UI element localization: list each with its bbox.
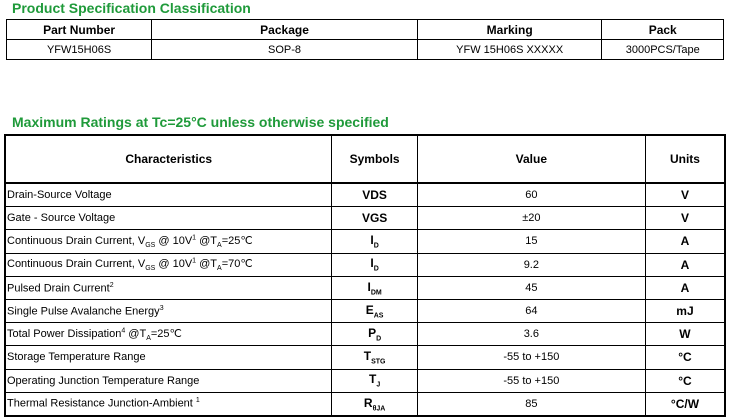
ratings-table <box>4 134 726 417</box>
unit-cell: mJ <box>645 299 725 322</box>
value-cell: 15 <box>417 230 645 253</box>
unit-cell: W <box>645 323 725 346</box>
characteristic-cell: Thermal Resistance Junction-Ambient $^1$ <box>5 392 332 416</box>
unit-cell: A <box>645 276 725 299</box>
ratings-section-title: Maximum Ratings at Tc=25°C unless otherwise specified <box>12 114 389 130</box>
symbol-cell: $R_{\theta JA}$ <box>332 392 417 416</box>
table-row <box>5 276 725 299</box>
table-row <box>5 369 725 392</box>
symbol-cell: $I_D$ <box>332 253 417 276</box>
spec-section-title: Product Specification Classification <box>12 0 251 16</box>
spec-header-row <box>7 20 724 40</box>
package-value: SOP-8 <box>152 40 418 60</box>
table-row <box>5 392 725 416</box>
value-cell: 85 <box>417 392 645 416</box>
unit-cell: V <box>645 207 725 230</box>
value-cell: -55 to +150 <box>417 346 645 369</box>
characteristic-cell: Total Power Dissipation$^4$ $@T_A=25℃$ <box>5 323 332 346</box>
characteristic-cell: Drain-Source Voltage <box>5 183 332 207</box>
unit-cell: A <box>645 253 725 276</box>
characteristic-cell: Operating Junction Temperature Range <box>5 369 332 392</box>
table-row <box>5 323 725 346</box>
header-marking: Marking <box>417 20 602 40</box>
unit-cell: V <box>645 183 725 207</box>
unit-cell: °C <box>645 346 725 369</box>
unit-cell: °C/W <box>645 392 725 416</box>
ratings-header-row <box>5 135 725 183</box>
table-row <box>5 230 725 253</box>
marking-value: YFW 15H06S XXXXX <box>417 40 602 60</box>
table-row <box>5 207 725 230</box>
value-cell: 60 <box>417 183 645 207</box>
symbol-cell: $I_D$ <box>332 230 417 253</box>
table-row <box>5 299 725 322</box>
value-cell: ±20 <box>417 207 645 230</box>
symbol-cell: VDS <box>332 183 417 207</box>
spec-table <box>6 19 724 60</box>
unit-cell: °C <box>645 369 725 392</box>
symbol-cell: VGS <box>332 207 417 230</box>
part-number-value: YFW15H06S <box>7 40 152 60</box>
value-cell: 3.6 <box>417 323 645 346</box>
characteristic-cell: Gate - Source Voltage <box>5 207 332 230</box>
characteristic-cell: Continuous Drain Current, $V_{GS}$ @ $10V^1$ $@T_A=25℃$ <box>5 230 332 253</box>
unit-cell: A <box>645 230 725 253</box>
header-value: Value <box>417 135 645 183</box>
spec-data-row <box>7 40 724 60</box>
value-cell: 64 <box>417 299 645 322</box>
value-cell: 45 <box>417 276 645 299</box>
characteristic-cell: Continuous Drain Current, $V_{GS}$ @ $10V^1$ $@T_A=70℃$ <box>5 253 332 276</box>
table-row <box>5 346 725 369</box>
characteristic-cell: Storage Temperature Range <box>5 346 332 369</box>
pack-value: 3000PCS/Tape <box>602 40 724 60</box>
value-cell: 9.2 <box>417 253 645 276</box>
value-cell: -55 to +150 <box>417 369 645 392</box>
table-row <box>5 253 725 276</box>
symbol-cell: $T_J$ <box>332 369 417 392</box>
header-pack: Pack <box>602 20 724 40</box>
symbol-cell: $E_{AS}$ <box>332 299 417 322</box>
header-part-number: Part Number <box>7 20 152 40</box>
symbol-cell: $I_{DM}$ <box>332 276 417 299</box>
symbol-cell: $T_{STG}$ <box>332 346 417 369</box>
header-package: Package <box>152 20 418 40</box>
header-units: Units <box>645 135 725 183</box>
symbol-cell: $P_D$ <box>332 323 417 346</box>
characteristic-cell: Pulsed Drain Current$^2$ <box>5 276 332 299</box>
characteristic-cell: Single Pulse Avalanche Energy$^3$ <box>5 299 332 322</box>
header-symbols: Symbols <box>332 135 417 183</box>
table-row <box>5 183 725 207</box>
header-characteristics: Characteristics <box>5 135 332 183</box>
